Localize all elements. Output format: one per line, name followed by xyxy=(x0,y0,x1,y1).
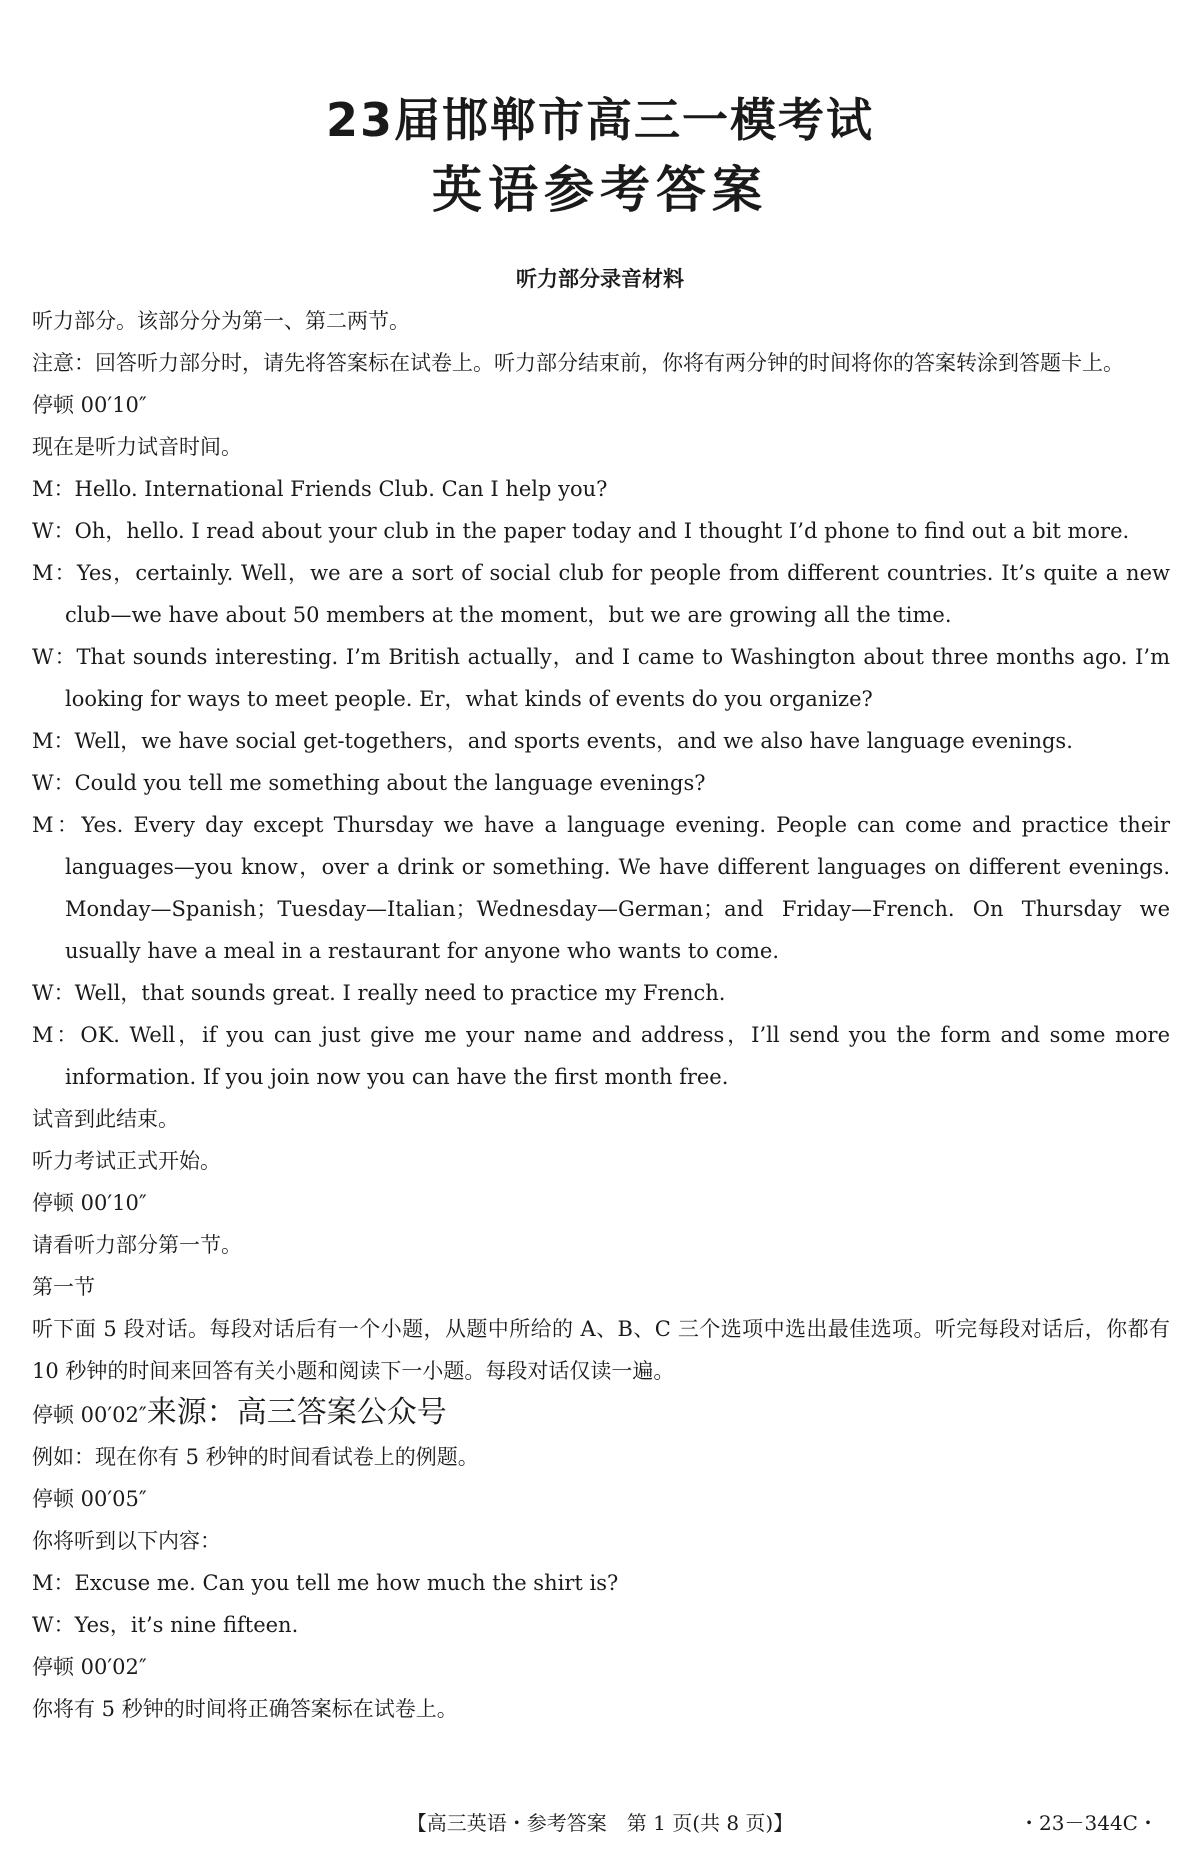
transcript-line: 请看听力部分第一节。 xyxy=(32,1233,242,1257)
document-code: ・23－344C・ xyxy=(1019,1811,1158,1835)
exam-title: 23届邯郸市高三一模考试 xyxy=(325,93,874,147)
dialogue-line: W：Oh，hello. I read about your club in the paper today and I thought I’d phone to find out a bit more. xyxy=(32,519,1130,543)
transcript-line: 例如：现在你有 5 秒钟的时间看试卷上的例题。 xyxy=(32,1445,479,1469)
dialogue-line: W：Well，that sounds great. I really need to practice my French. xyxy=(32,981,726,1005)
answer-key-title: 英语参考答案 xyxy=(432,161,768,219)
dialogue-line: M：Yes，certainly. Well，we are a sort of social club for people from different countries. It’s quite a new club—we have about 50 members at the moment，but we are growing all the time. xyxy=(32,561,1170,627)
dialogue-line: W：Could you tell me something about the language evenings? xyxy=(32,771,706,795)
dialogue-line: M：Yes. Every day except Thursday we have a language evening. People can come and practice their languages—you know，over a drink or something. We have different languages on different evenings. Monday—Spanish；Tuesday—Italian；Wednesday—German；and Friday—French. On Thursday we usually have a meal in a restaurant for anyone who wants to come. xyxy=(32,813,1170,963)
transcript-line: 停顿 00′02″ xyxy=(32,1655,147,1679)
transcript-line: 听下面 5 段对话。每段对话后有一个小题，从题中所给的 A、B、C 三个选项中选出最佳选项。听完每段对话后，你都有 10 秒钟的时间来回答有关小题和阅读下一小题。每段对话仅读一遍。 xyxy=(32,1317,1170,1383)
page-footer: 【高三英语・参考答案 第 1 页(共 8 页)】 xyxy=(406,1811,794,1835)
dialogue-line: M：Well，we have social get-togethers，and sports events，and we also have language evenings. xyxy=(32,729,1073,753)
dialogue-line: W：Yes，it’s nine fifteen. xyxy=(32,1613,299,1637)
pause-text: 停顿 00′02″ xyxy=(32,1403,147,1427)
transcript-line: 试音到此结束。 xyxy=(32,1107,179,1131)
transcript-line: 你将有 5 秒钟的时间将正确答案标在试卷上。 xyxy=(32,1697,458,1721)
dialogue-line: W：That sounds interesting. I’m British actually，and I came to Washington about three months ago. I’m looking for ways to meet people. Er，what kinds of events do you organize? xyxy=(32,645,1170,711)
transcript-line: 停顿 00′05″ xyxy=(32,1487,147,1511)
source-watermark: 来源：高三答案公众号 xyxy=(146,1395,447,1430)
transcript-line: 停顿 00′10″ xyxy=(32,1191,147,1215)
transcript-line: 听力考试正式开始。 xyxy=(32,1149,221,1173)
dialogue-line: M：Excuse me. Can you tell me how much the shirt is? xyxy=(32,1571,619,1595)
transcript-line: 停顿 00′10″ xyxy=(32,393,147,417)
transcript-line: 第一节 xyxy=(32,1275,95,1299)
transcript-line: 现在是听力试音时间。 xyxy=(32,435,242,459)
pause-source-line xyxy=(32,1392,1170,1436)
transcript-body xyxy=(32,300,1170,1730)
transcript-line: 你将听到以下内容： xyxy=(32,1529,221,1553)
section-heading: 听力部分录音材料 xyxy=(516,267,684,291)
transcript-line: 听力部分。该部分分为第一、第二两节。 xyxy=(32,309,410,333)
dialogue-line: M：OK. Well，if you can just give me your name and address，I’ll send you the form and some more information. If you join now you can have the first month free. xyxy=(32,1023,1170,1089)
dialogue-line: M：Hello. International Friends Club. Can I help you? xyxy=(32,477,608,501)
transcript-line: 注意：回答听力部分时，请先将答案标在试卷上。听力部分结束前，你将有两分钟的时间将你的答案转涂到答题卡上。 xyxy=(32,351,1124,375)
